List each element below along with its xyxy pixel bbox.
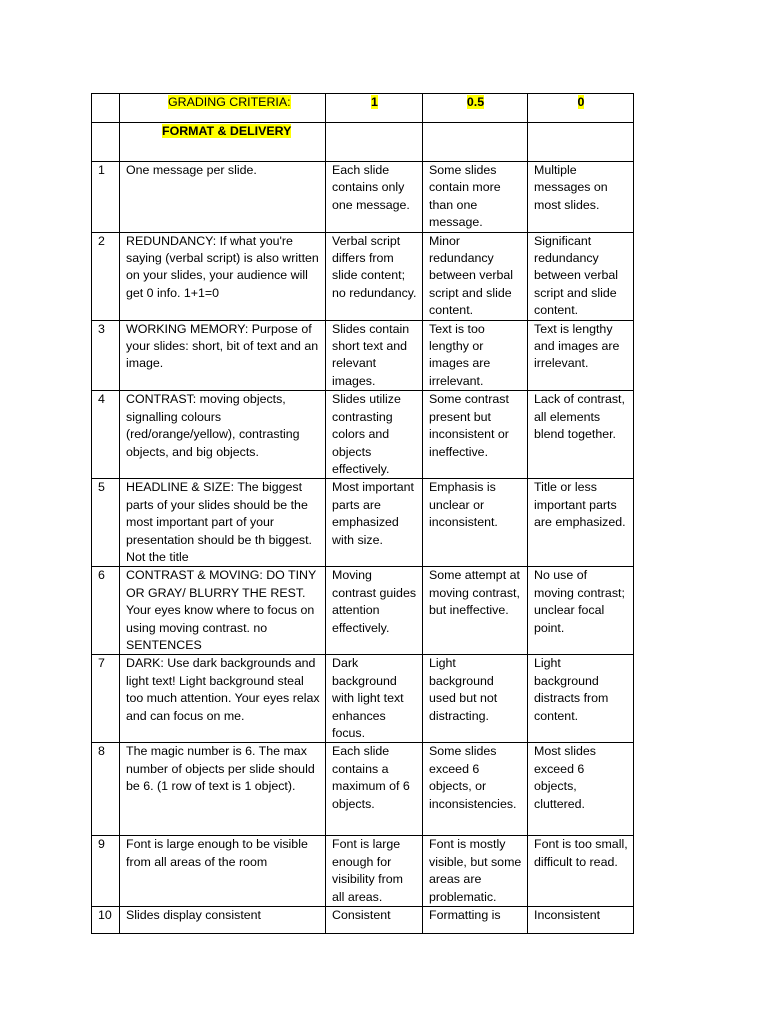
- criterion-cell: REDUNDANCY: If what you're saying (verbal script) is also written on your slides, your audience will get 0 info. 1+1=0: [120, 232, 326, 320]
- header-score-1-cell: [326, 94, 423, 123]
- table-row: [92, 479, 634, 567]
- score-0-cell: Light background distracts from content.: [528, 655, 634, 743]
- score-0-cell: Font is too small, difficult to read.: [528, 836, 634, 907]
- grading-rubric-table: [91, 93, 634, 934]
- score-0-cell: Lack of contrast, all elements blend together.: [528, 391, 634, 479]
- criterion-cell: Font is large enough to be visible from all areas of the room: [120, 836, 326, 907]
- table-row: [92, 743, 634, 836]
- score-1-cell: Dark background with light text enhances focus.: [326, 655, 423, 743]
- section-empty-cell: [326, 123, 423, 162]
- score-1-cell: Verbal script differs from slide content; no redundancy.: [326, 232, 423, 320]
- section-empty-cell: [528, 123, 634, 162]
- score-half-cell: Some attempt at moving contrast, but ineffective.: [423, 567, 528, 655]
- score-1-cell: Moving contrast guides attention effectively.: [326, 567, 423, 655]
- table-row: [92, 320, 634, 391]
- score-1-cell: Most important parts are emphasized with size.: [326, 479, 423, 567]
- score-0-cell: Text is lengthy and images are irrelevant.: [528, 320, 634, 391]
- score-0-cell: Multiple messages on most slides.: [528, 162, 634, 233]
- score-0-cell: No use of moving contrast; unclear focal point.: [528, 567, 634, 655]
- score-0-cell: Inconsistent: [528, 907, 634, 934]
- header-number-cell: [92, 94, 120, 123]
- table-row: [92, 836, 634, 907]
- row-number: 3: [92, 320, 120, 391]
- score-half-cell: Light background used but not distracting.: [423, 655, 528, 743]
- table-row: [92, 567, 634, 655]
- header-criteria-label: GRADING CRITERIA:: [168, 95, 291, 109]
- score-1-cell: Slides contain short text and relevant images.: [326, 320, 423, 391]
- table-row: [92, 232, 634, 320]
- score-half-cell: Text is too lengthy or images are irrelevant.: [423, 320, 528, 391]
- table-row: [92, 907, 634, 934]
- criterion-cell: CONTRAST: moving objects, signalling colours (red/orange/yellow), contrasting objects, and big objects.: [120, 391, 326, 479]
- score-half-cell: Some slides contain more than one message.: [423, 162, 528, 233]
- criterion-cell: One message per slide.: [120, 162, 326, 233]
- score-half-cell: Minor redundancy between verbal script and slide content.: [423, 232, 528, 320]
- table-row: [92, 391, 634, 479]
- score-0-cell: Title or less important parts are emphasized.: [528, 479, 634, 567]
- score-half-cell: Some contrast present but inconsistent or ineffective.: [423, 391, 528, 479]
- row-number: 6: [92, 567, 120, 655]
- criterion-cell: The magic number is 6. The max number of objects per slide should be 6. (1 row of text is 1 object).: [120, 743, 326, 836]
- row-number: 1: [92, 162, 120, 233]
- row-number: 10: [92, 907, 120, 934]
- row-number: 7: [92, 655, 120, 743]
- score-1-cell: Font is large enough for visibility from all areas.: [326, 836, 423, 907]
- header-criteria-cell: [120, 94, 326, 123]
- section-title-cell: [120, 123, 326, 162]
- section-number-cell: [92, 123, 120, 162]
- criterion-cell: WORKING MEMORY: Purpose of your slides: short, bit of text and an image.: [120, 320, 326, 391]
- criterion-cell: Slides display consistent: [120, 907, 326, 934]
- row-number: 8: [92, 743, 120, 836]
- row-number: 9: [92, 836, 120, 907]
- header-score-half-label: 0.5: [466, 95, 485, 109]
- header-score-0-cell: [528, 94, 634, 123]
- criterion-cell: HEADLINE & SIZE: The biggest parts of your slides should be the most important part of your presentation should be th biggest. Not the title: [120, 479, 326, 567]
- row-number: 2: [92, 232, 120, 320]
- section-empty-cell: [423, 123, 528, 162]
- header-score-0-label: 0: [577, 95, 585, 109]
- header-score-half-cell: [423, 94, 528, 123]
- criterion-cell: CONTRAST & MOVING: DO TINY OR GRAY/ BLURRY THE REST. Your eyes know where to focus on using moving contrast. no SENTENCES: [120, 567, 326, 655]
- table-header-row: [92, 94, 634, 123]
- table-row: [92, 162, 634, 233]
- table-row: [92, 655, 634, 743]
- score-half-cell: Some slides exceed 6 objects, or inconsistencies.: [423, 743, 528, 836]
- score-1-cell: Consistent: [326, 907, 423, 934]
- score-0-cell: Most slides exceed 6 objects, cluttered.: [528, 743, 634, 836]
- score-half-cell: Formatting is: [423, 907, 528, 934]
- score-half-cell: Emphasis is unclear or inconsistent.: [423, 479, 528, 567]
- section-title: FORMAT & DELIVERY: [162, 124, 292, 138]
- section-header-row: [92, 123, 634, 162]
- score-0-cell: Significant redundancy between verbal script and slide content.: [528, 232, 634, 320]
- score-1-cell: Slides utilize contrasting colors and objects effectively.: [326, 391, 423, 479]
- score-1-cell: Each slide contains a maximum of 6 objects.: [326, 743, 423, 836]
- score-1-cell: Each slide contains only one message.: [326, 162, 423, 233]
- score-half-cell: Font is mostly visible, but some areas are problematic.: [423, 836, 528, 907]
- header-score-1-label: 1: [371, 95, 378, 109]
- criterion-cell: DARK: Use dark backgrounds and light text! Light background steal too much attention. Your eyes relax and can focus on me.: [120, 655, 326, 743]
- row-number: 4: [92, 391, 120, 479]
- row-number: 5: [92, 479, 120, 567]
